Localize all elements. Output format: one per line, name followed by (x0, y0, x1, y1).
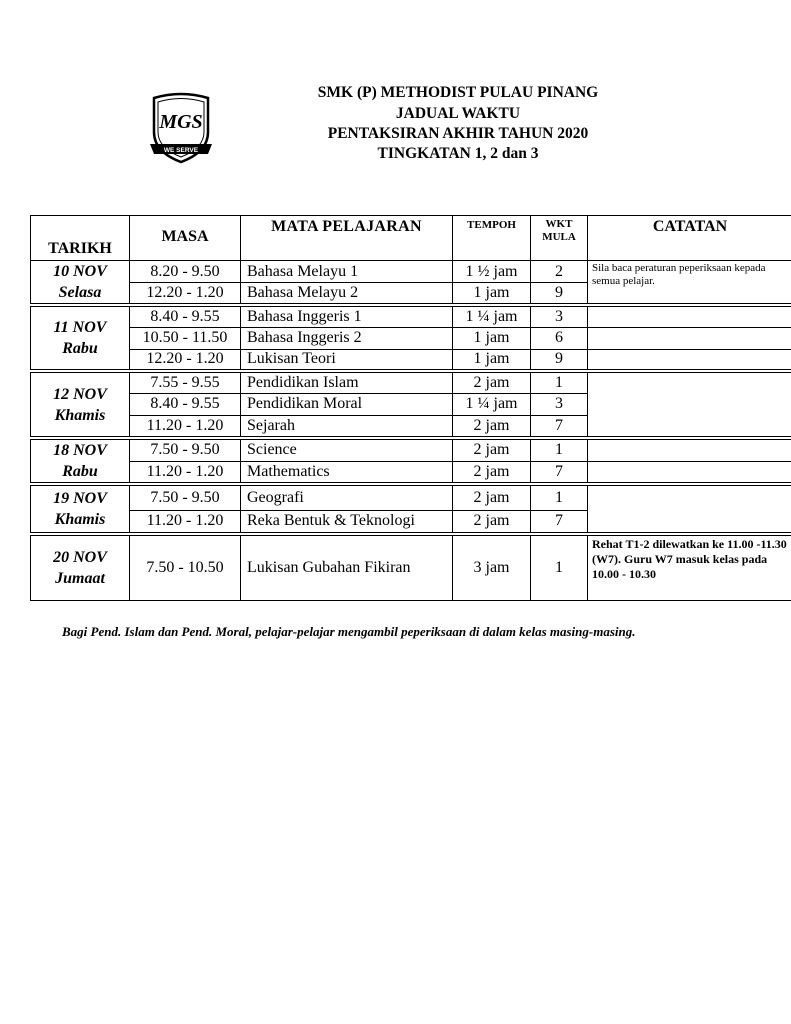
code-cell: 7 (531, 415, 588, 438)
time-cell: 7.50 - 9.50 (130, 484, 241, 510)
code-cell: 9 (531, 283, 588, 305)
code-cell: 3 (531, 305, 588, 327)
subject-cell: Lukisan Gubahan Fikiran (241, 534, 453, 600)
subject-cell: Mathematics (241, 461, 453, 484)
subject-cell: Geografi (241, 484, 453, 510)
day-label: Jumaat (55, 569, 105, 587)
code-cell: 2 (531, 261, 588, 283)
table-row (31, 461, 791, 484)
table-row (31, 261, 791, 283)
subject-cell: Pendidikan Moral (241, 393, 453, 415)
day-label: Khamis (54, 511, 106, 528)
duration-cell: 1 jam (453, 349, 531, 371)
duration-cell: 2 jam (453, 484, 531, 510)
date-cell (31, 438, 130, 484)
subject-cell: Bahasa Inggeris 2 (241, 327, 453, 349)
duration-cell: 1 jam (453, 283, 531, 305)
note-cell (588, 305, 791, 327)
level-title: TINGKATAN 1, 2 dan 3 (377, 145, 539, 162)
date-label: 10 NOV (53, 263, 107, 280)
table-row (31, 484, 791, 510)
time-cell: 10.50 - 11.50 (130, 327, 241, 349)
day-label: Khamis (54, 406, 106, 424)
school-name: SMK (P) METHODIST PULAU PINANG (317, 84, 599, 101)
code-cell: 3 (531, 393, 588, 415)
time-cell: 7.50 - 9.50 (130, 438, 241, 461)
note-cell (588, 484, 791, 534)
table-row (31, 534, 791, 600)
time-cell: 8.40 - 9.55 (130, 305, 241, 327)
duration-cell: 2 jam (453, 438, 531, 461)
code-cell: 6 (531, 327, 588, 349)
time-cell: 7.55 - 9.55 (130, 371, 241, 393)
time-cell: 11.20 - 1.20 (130, 415, 241, 438)
table-row (31, 371, 791, 393)
header-masa: MASA (130, 216, 241, 261)
subject-cell: Bahasa Melayu 1 (241, 261, 453, 283)
note-cell: Sila baca peraturan peperiksaan kepada semua pelajar. (588, 261, 791, 306)
subject-cell: Sejarah (241, 415, 453, 438)
date-label: 11 NOV (53, 319, 107, 336)
subject-cell: Reka Bentuk & Teknologi (241, 510, 453, 534)
date-cell (31, 261, 130, 306)
note-cell (588, 327, 791, 349)
time-cell: 11.20 - 1.20 (130, 461, 241, 484)
duration-cell: 2 jam (453, 371, 531, 393)
time-cell: 11.20 - 1.20 (130, 510, 241, 534)
date-label: 19 NOV (53, 490, 107, 507)
header-wkt-mula (531, 216, 588, 261)
date-cell (31, 484, 130, 534)
date-cell (31, 371, 130, 438)
date-cell (31, 534, 130, 600)
table-row (31, 349, 791, 371)
code-cell: 1 (531, 534, 588, 600)
header-tempoh: TEMPOH (453, 216, 531, 261)
table-row (31, 327, 791, 349)
header-catatan: CATATAN (588, 216, 791, 261)
note-cell (588, 349, 791, 371)
header-mata-pelajaran: MATA PELAJARAN (241, 216, 453, 261)
logo-monogram: MGS (159, 111, 203, 133)
document-title: JADUAL WAKTU (395, 105, 521, 122)
date-cell (31, 305, 130, 371)
time-cell: 12.20 - 1.20 (130, 283, 241, 305)
code-cell: 9 (531, 349, 588, 371)
duration-cell: 2 jam (453, 415, 531, 438)
duration-cell: 2 jam (453, 510, 531, 534)
logo-motto: WE SERVE (163, 147, 199, 154)
date-label: 12 NOV (53, 385, 107, 403)
duration-cell: 1 ¼ jam (453, 393, 531, 415)
exam-timetable (30, 215, 791, 601)
time-cell: 12.20 - 1.20 (130, 349, 241, 371)
date-label: 18 NOV (53, 442, 107, 459)
code-cell: 7 (531, 510, 588, 534)
note-cell (588, 438, 791, 461)
subject-cell: Bahasa Melayu 2 (241, 283, 453, 305)
time-cell: 8.20 - 9.50 (130, 261, 241, 283)
table-row (31, 438, 791, 461)
exam-title: PENTAKSIRAN AKHIR TAHUN 2020 (327, 125, 589, 142)
code-cell: 1 (531, 438, 588, 461)
code-cell: 1 (531, 371, 588, 393)
duration-cell: 1 jam (453, 327, 531, 349)
subject-cell: Bahasa Inggeris 1 (241, 305, 453, 327)
duration-cell: 1 ½ jam (453, 261, 531, 283)
day-label: Rabu (62, 463, 98, 480)
date-label: 20 NOV (53, 548, 107, 566)
note-cell (588, 371, 791, 438)
school-crest-logo (148, 92, 214, 164)
note-cell (588, 461, 791, 484)
header-mula: MULA (542, 231, 576, 243)
duration-cell: 1 ¼ jam (453, 305, 531, 327)
duration-cell: 3 jam (453, 534, 531, 600)
subject-cell: Science (241, 438, 453, 461)
code-cell: 1 (531, 484, 588, 510)
code-cell: 7 (531, 461, 588, 484)
time-cell: 8.40 - 9.55 (130, 393, 241, 415)
duration-cell: 2 jam (453, 461, 531, 484)
header-wkt: WKT (545, 218, 573, 230)
subject-cell: Lukisan Teori (241, 349, 453, 371)
subject-cell: Pendidikan Islam (241, 371, 453, 393)
note-cell: Rehat T1-2 dilewatkan ke 11.00 -11.30 (W7). Guru W7 masuk kelas pada 10.00 - 10.30 (588, 534, 791, 600)
table-header-row (31, 216, 791, 261)
header-tarikh: TARIKH (31, 216, 130, 261)
footnote: Bagi Pend. Islam dan Pend. Moral, pelajar-pelajar mengambil peperiksaan di dalam kelas masing-masing. (62, 624, 636, 639)
day-label: Selasa (58, 284, 102, 301)
day-label: Rabu (62, 340, 98, 357)
time-cell: 7.50 - 10.50 (130, 534, 241, 600)
table-row (31, 305, 791, 327)
